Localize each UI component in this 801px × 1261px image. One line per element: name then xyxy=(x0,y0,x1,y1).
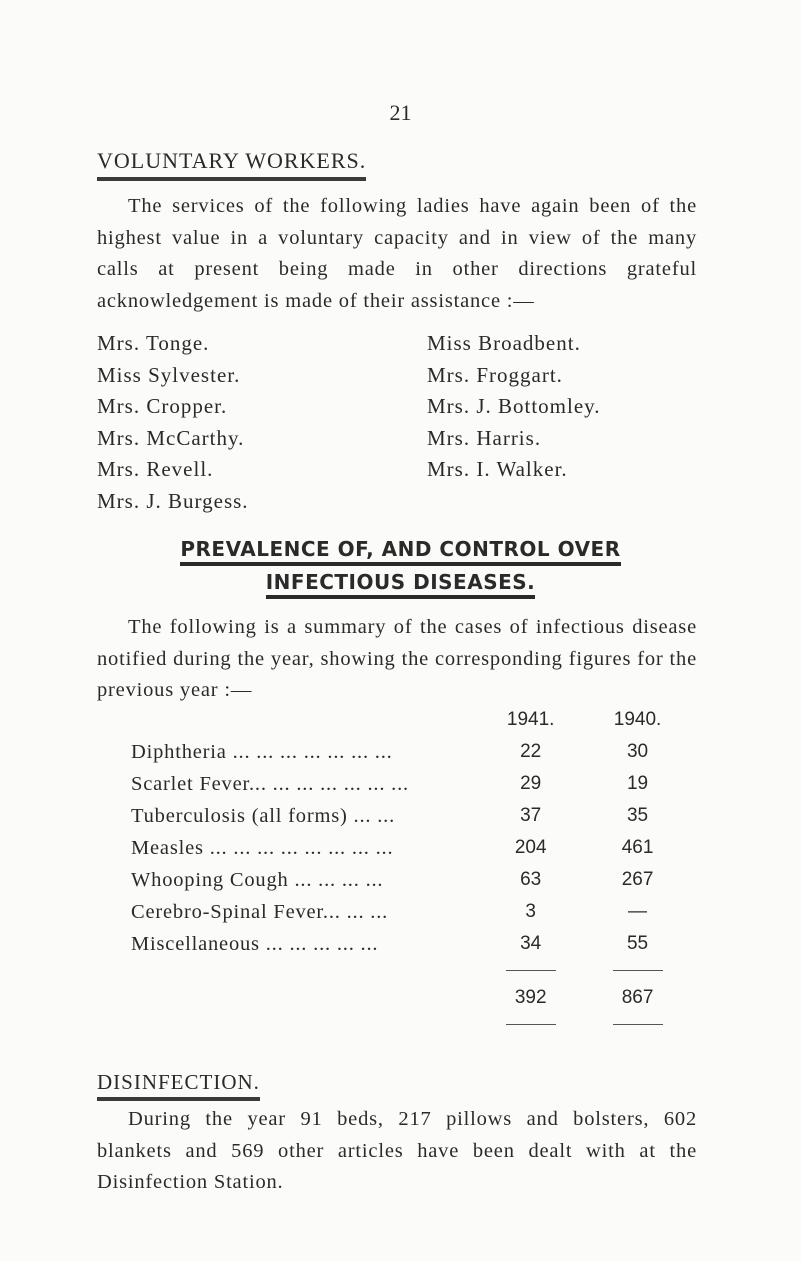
disease-name: Whooping Cough ... ... ... ... xyxy=(131,868,384,891)
volunteer-name: Mrs. I. Walker. xyxy=(427,457,568,481)
cases-1941: 22 xyxy=(520,741,542,762)
rule-above-total-1941 xyxy=(477,960,584,982)
rule-blank xyxy=(131,960,477,982)
disinfection-paragraph xyxy=(97,1104,697,1199)
cases-1941: 29 xyxy=(520,773,542,794)
cases-1941: 3 xyxy=(525,901,536,922)
cases-1941: 204 xyxy=(514,837,547,858)
prevalence-heading xyxy=(0,537,801,603)
prevalence-paragraph-text: The following is a summary of the cases of infectious disease notified during the year, showing the corresponding figures for the previous year :— xyxy=(97,616,697,701)
table-row xyxy=(131,768,691,800)
table-header-blank xyxy=(131,704,477,736)
cases-1940: 35 xyxy=(626,805,649,826)
table-row xyxy=(131,832,691,864)
voluntary-workers-paragraph xyxy=(97,191,697,317)
disinfection-paragraph-text: During the year 91 beds, 217 pillows and bolsters, 602 blankets and 569 other articles have been dealt with at the Disinfection Station. xyxy=(97,1108,697,1193)
table-row xyxy=(131,928,691,960)
page-number: 21 xyxy=(389,100,412,125)
disease-name: Diphtheria ... ... ... ... ... ... ... xyxy=(131,740,393,763)
disease-name: Miscellaneous ... ... ... ... ... xyxy=(131,932,379,955)
voluntary-workers-heading: VOLUNTARY WORKERS. xyxy=(97,148,366,181)
volunteer-name: Mrs. Tonge. xyxy=(97,331,210,355)
volunteer-name: Miss Broadbent. xyxy=(427,331,581,355)
table-header-row xyxy=(131,704,691,736)
infectious-disease-table xyxy=(131,704,691,1036)
volunteer-name: Mrs. Revell. xyxy=(97,457,214,481)
volunteer-name: Mrs. J. Burgess. xyxy=(97,488,249,513)
column-header-1940: 1940. xyxy=(613,709,662,730)
prevalence-paragraph xyxy=(97,612,697,707)
total-blank xyxy=(131,982,477,1014)
table-rule-row xyxy=(131,1014,691,1036)
table-row xyxy=(131,736,691,768)
voluntary-paragraph-text: The services of the following ladies have again been of the highest value in a voluntary capacity and in view of the many calls at present being made in other directions grateful acknowledgement is made of their assistance :— xyxy=(97,195,697,312)
cases-1940: 55 xyxy=(626,933,649,954)
rule-below-total-1940 xyxy=(584,1014,691,1036)
disease-name: Scarlet Fever... ... ... ... ... ... ... xyxy=(131,772,409,795)
table-row xyxy=(131,896,691,928)
rule-above-total-1940 xyxy=(584,960,691,982)
disease-name: Measles ... ... ... ... ... ... ... ... xyxy=(131,836,394,859)
disinfection-heading: DISINFECTION. xyxy=(97,1070,260,1101)
disease-name: Tuberculosis (all forms) ... ... xyxy=(131,804,395,827)
names-left-column xyxy=(97,328,249,517)
rule-blank xyxy=(131,1014,477,1036)
cases-1941: 34 xyxy=(520,933,542,954)
volunteer-name: Mrs. Froggart. xyxy=(427,362,563,387)
names-right-column xyxy=(427,328,601,486)
cases-1940: 30 xyxy=(626,741,649,762)
table-row xyxy=(131,864,691,896)
disease-name: Cerebro-Spinal Fever... ... ... xyxy=(131,900,389,923)
cases-1940: 461 xyxy=(621,837,654,858)
cases-1941: 37 xyxy=(520,805,542,826)
volunteer-name: Mrs. Cropper. xyxy=(97,394,228,418)
table-row xyxy=(131,800,691,832)
cases-1940: — xyxy=(628,901,648,922)
cases-1941: 63 xyxy=(520,869,542,890)
cases-1940: 19 xyxy=(626,773,649,794)
prevalence-heading-line2: INFECTIOUS DISEASES. xyxy=(266,570,536,599)
volunteer-name: Mrs. J. Bottomley. xyxy=(427,394,601,418)
prevalence-heading-line1: PREVALENCE OF, AND CONTROL OVER xyxy=(180,537,620,566)
table-total-row xyxy=(131,982,691,1014)
cases-1940: 267 xyxy=(621,869,654,890)
volunteer-name: Miss Sylvester. xyxy=(97,362,241,387)
volunteer-name: Mrs. McCarthy. xyxy=(97,425,245,450)
column-header-1941: 1941. xyxy=(506,709,555,730)
total-1941: 392 xyxy=(514,987,547,1008)
rule-below-total-1941 xyxy=(477,1014,584,1036)
volunteer-name: Mrs. Harris. xyxy=(427,425,542,450)
table-rule-row xyxy=(131,960,691,982)
total-1940: 867 xyxy=(621,987,654,1008)
